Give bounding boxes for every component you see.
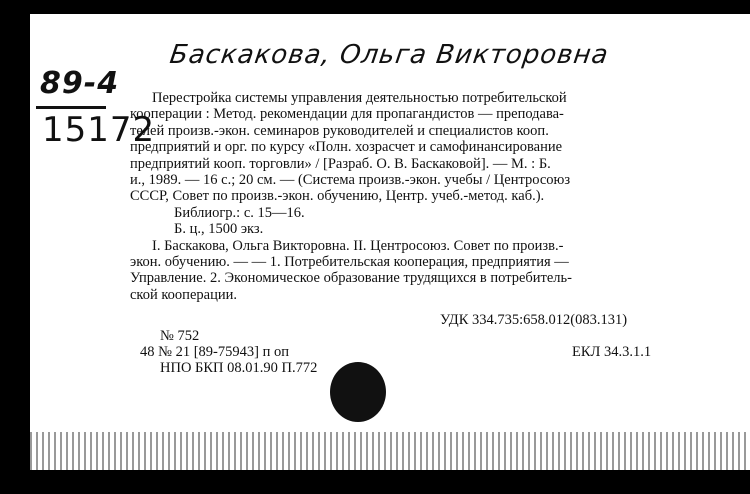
publisher-info: НПО БКП 08.01.90 П.772 — [160, 360, 318, 376]
description-line: телей произв.-экон. семинаров руководителей и специалистов кооп. — [130, 122, 549, 139]
description-line: и., 1989. — 16 с.; 20 см. — (Система произв.-экон. учебы / Центросоюз — [130, 171, 571, 188]
description-line: СССР, Совет по произв.-экон. обучению, Центр. учеб.-метод. каб.). — [130, 188, 545, 205]
description-block — [130, 90, 572, 303]
description-line: Перестройка системы управления деятельностью потребительской — [152, 90, 567, 106]
subject-line: ской кооперации. — [130, 286, 237, 303]
price-note: Б. ц., 1500 экз. — [174, 221, 264, 238]
scan-noise-strip — [30, 432, 750, 470]
author-heading: Баскакова, Ольга Викторовна — [167, 40, 611, 70]
ekl-code: ЕКЛ 34.3.1.1 — [572, 344, 652, 360]
description-line: предприятий кооп. торговли» / [Разраб. О. В. Баскаковой]. — М. : Б. — [130, 155, 551, 172]
subject-line: Управление. 2. Экономическое образование трудящихся в потребитель- — [130, 270, 572, 287]
call-number-underline — [36, 106, 106, 109]
subject-line: экон. обучению. — — 1. Потребительская кооперация, предприятия — — [130, 253, 569, 270]
description-line: кооперации : Метод. рекомендации для пропагандистов — преподава- — [130, 106, 564, 123]
bibliography-note: Библиогр.: с. 15—16. — [174, 204, 305, 221]
subject-line: I. Баскакова, Ольга Викторовна. II. Центросоюз. Совет по произв.- — [152, 237, 564, 254]
description-line: предприятий и орг. по курсу «Полн. хозрасчет и самофинансирование — [130, 139, 563, 156]
inventory-number: 15172 — [42, 110, 156, 150]
ink-blot — [330, 362, 386, 422]
call-number: 89-4 — [40, 66, 120, 101]
order-number: № 752 — [160, 328, 200, 344]
udk-code: УДК 334.735:658.012(083.131) — [440, 312, 628, 328]
catalog-card — [30, 14, 750, 470]
print-info: 48 № 21 [89-75943] п оп — [140, 344, 289, 360]
